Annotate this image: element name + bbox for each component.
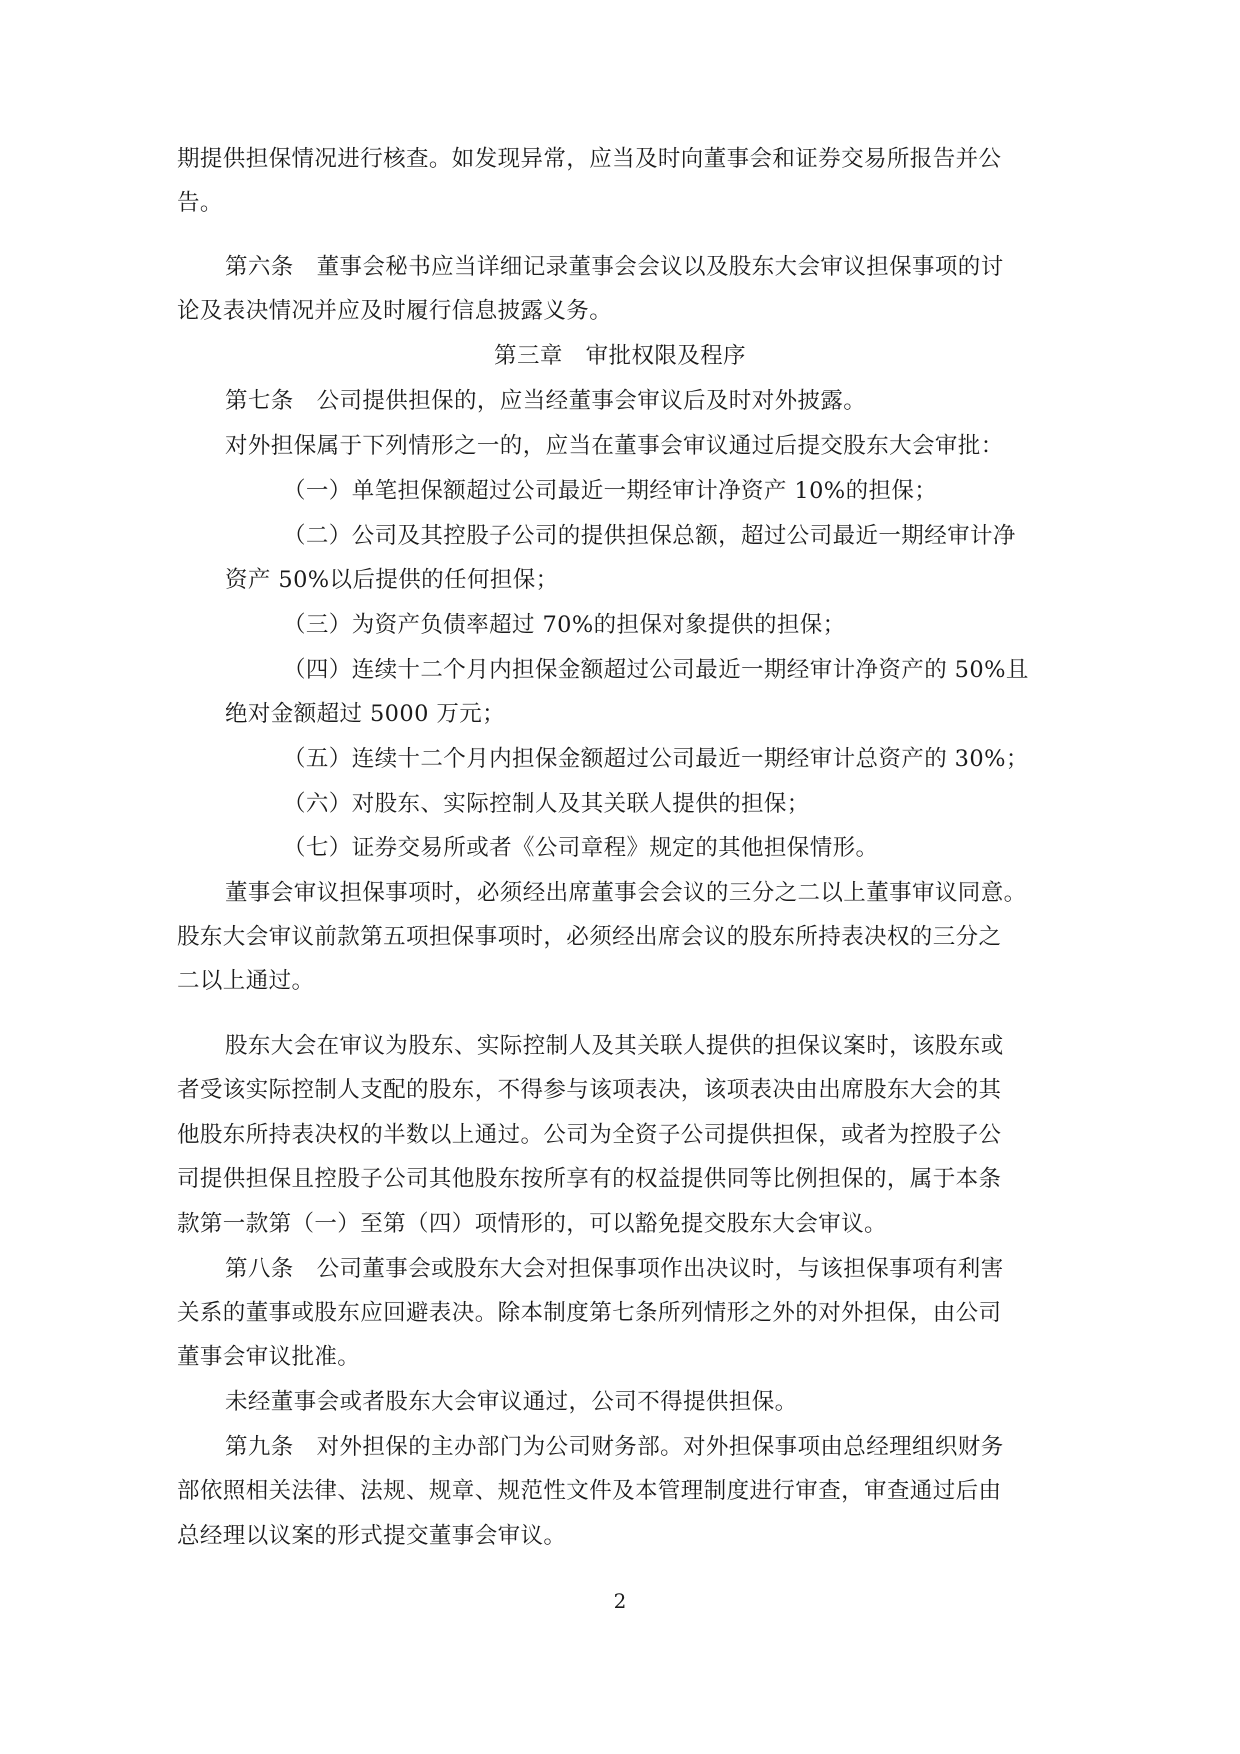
paragraph-line: 他股东所持表决权的半数以上通过。公司为全资子公司提供担保，或者为控股子公 [177,1122,1002,1148]
page-number: 2 [613,1589,627,1613]
paragraph-line: 股东大会审议前款第五项担保事项时，必须经出席会议的股东所持表决权的三分之 [177,924,1002,950]
article-6-line: 第六条 董事会秘书应当详细记录董事会会议以及股东大会审议担保事项的讨 [225,254,1004,280]
list-item-2-continued: 资产 50%以后提供的任何担保； [225,567,559,593]
paragraph-line: 股东大会在审议为股东、实际控制人及其关联人提供的担保议案时，该股东或 [225,1033,1004,1059]
paragraph-line: 关系的董事或股东应回避表决。除本制度第七条所列情形之外的对外担保，由公司 [177,1300,1002,1326]
article-9-line: 第九条 对外担保的主办部门为公司财务部。对外担保事项由总经理组织财务 [225,1434,1004,1460]
paragraph-line: 者受该实际控制人支配的股东，不得参与该项表决，该项表决由出席股东大会的其 [177,1077,1002,1103]
list-item-5: （五）连续十二个月内担保金额超过公司最近一期经审计总资产的 30%； [283,746,1029,772]
paragraph-line: 未经董事会或者股东大会审议通过，公司不得提供担保。 [225,1389,798,1415]
list-item-4-continued: 绝对金额超过 5000 万元； [225,701,506,727]
list-item-7: （七）证券交易所或者《公司章程》规定的其他担保情形。 [283,835,879,861]
list-item-3: （三）为资产负债率超过 70%的担保对象提供的担保； [283,612,846,638]
paragraph-line: 对外担保属于下列情形之一的，应当在董事会审议通过后提交股东大会审批： [225,433,1004,459]
paragraph-line: 期提供担保情况进行核查。如发现异常，应当及时向董事会和证券交易所报告并公 [177,146,1002,172]
chapter-heading: 第三章 审批权限及程序 [494,343,746,369]
article-8-line: 第八条 公司董事会或股东大会对担保事项作出决议时，与该担保事项有利害 [225,1256,1004,1282]
paragraph-line: 款第一款第（一）至第（四）项情形的，可以豁免提交股东大会审议。 [177,1211,887,1237]
list-item-4: （四）连续十二个月内担保金额超过公司最近一期经审计净资产的 50%且 [283,657,1029,683]
list-item-1: （一）单笔担保额超过公司最近一期经审计净资产 10%的担保； [283,478,938,504]
list-item-6: （六）对股东、实际控制人及其关联人提供的担保； [283,791,810,817]
paragraph-line: 总经理以议案的形式提交董事会审议。 [177,1523,567,1549]
list-item-2: （二）公司及其控股子公司的提供担保总额，超过公司最近一期经审计净 [283,523,1016,549]
paragraph-line: 司提供担保且控股子公司其他股东按所享有的权益提供同等比例担保的，属于本条 [177,1166,1002,1192]
article-7-line: 第七条 公司提供担保的，应当经董事会审议后及时对外披露。 [225,388,867,414]
paragraph-line: 董事会审议批准。 [177,1344,361,1370]
paragraph-line: 董事会审议担保事项时，必须经出席董事会会议的三分之二以上董事审议同意。 [225,880,1027,906]
paragraph-line: 告。 [177,190,223,216]
paragraph-line: 论及表决情况并应及时履行信息披露义务。 [177,298,613,324]
paragraph-line: 二以上通过。 [177,968,315,994]
paragraph-line: 部依照相关法律、法规、规章、规范性文件及本管理制度进行审查，审查通过后由 [177,1478,1002,1504]
